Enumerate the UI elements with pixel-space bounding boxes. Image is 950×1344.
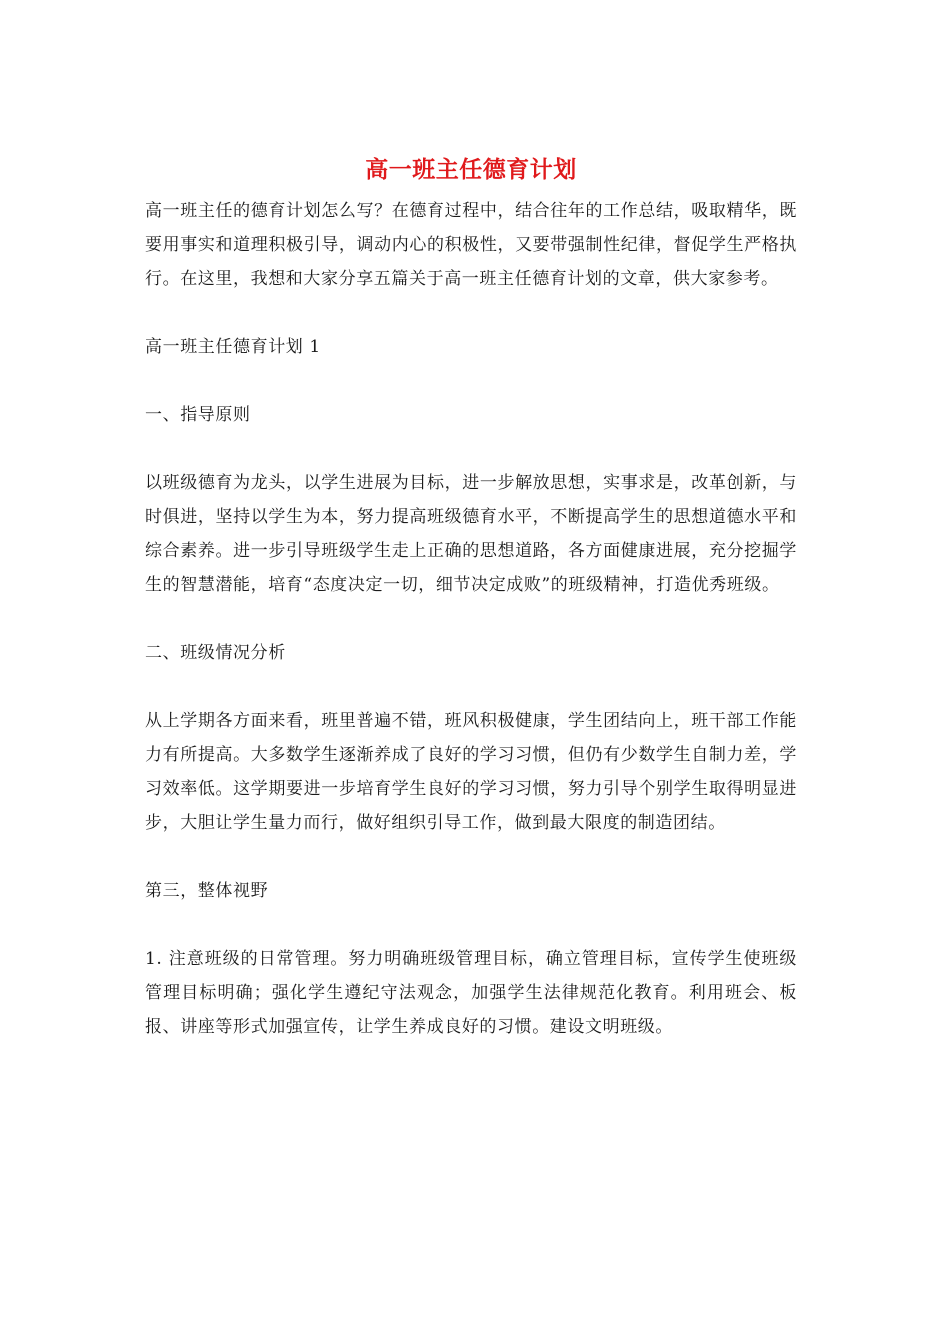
heading-guiding-principles: 一、指导原则 (145, 405, 251, 425)
spacer (145, 602, 797, 636)
document-body (145, 152, 797, 1044)
paragraph-guiding-principles: 以班级德育为龙头，以学生进展为目标，进一步解放思想，实事求是，改革创新，与时俱进，坚持以学生为本，努力提高班级德育水平，不断提高学生的思想道德水平和综合素养。进一步引导班级学生走上正确的思想道路，各方面健康进展，充分挖掘学生的智慧潜能，培育“态度决定一切，细节决定成败”的班级精神，打造优秀班级。 (145, 473, 797, 595)
spacer (145, 670, 797, 704)
intro-paragraph: 高一班主任的德育计划怎么写？在德育过程中，结合往年的工作总结，吸取精华，既要用事实和道理积极引导，调动内心的积极性，又要带强制性纪律，督促学生严格执行。在这里，我想和大家分享五篇关于高一班主任德育计划的文章，供大家参考。 (145, 201, 797, 289)
spacer (145, 364, 797, 398)
spacer (145, 840, 797, 874)
heading-class-analysis: 二、班级情况分析 (145, 643, 286, 663)
heading-overall-vision: 第三，整体视野 (145, 881, 269, 901)
paragraph-daily-management: 1. 注意班级的日常管理。努力明确班级管理目标，确立管理目标，宣传学生使班级管理目标明确；强化学生遵纪守法观念，加强学生法律规范化教育。利用班会、板报、讲座等形式加强宣传，让学生养成良好的习惯。建设文明班级。 (145, 949, 797, 1037)
paragraph-class-analysis: 从上学期各方面来看，班里普遍不错，班风积极健康，学生团结向上，班干部工作能力有所提高。大多数学生逐渐养成了良好的学习习惯，但仍有少数学生自制力差，学习效率低。这学期要进一步培育学生良好的学习习惯，努力引导个别学生取得明显进步，大胆让学生量力而行，做好组织引导工作，做到最大限度的制造团结。 (145, 711, 797, 833)
spacer (145, 908, 797, 942)
document-title: 高一班主任德育计划 (365, 156, 577, 183)
spacer (145, 296, 797, 330)
spacer (145, 432, 797, 466)
section-title: 高一班主任德育计划 1 (145, 337, 321, 357)
